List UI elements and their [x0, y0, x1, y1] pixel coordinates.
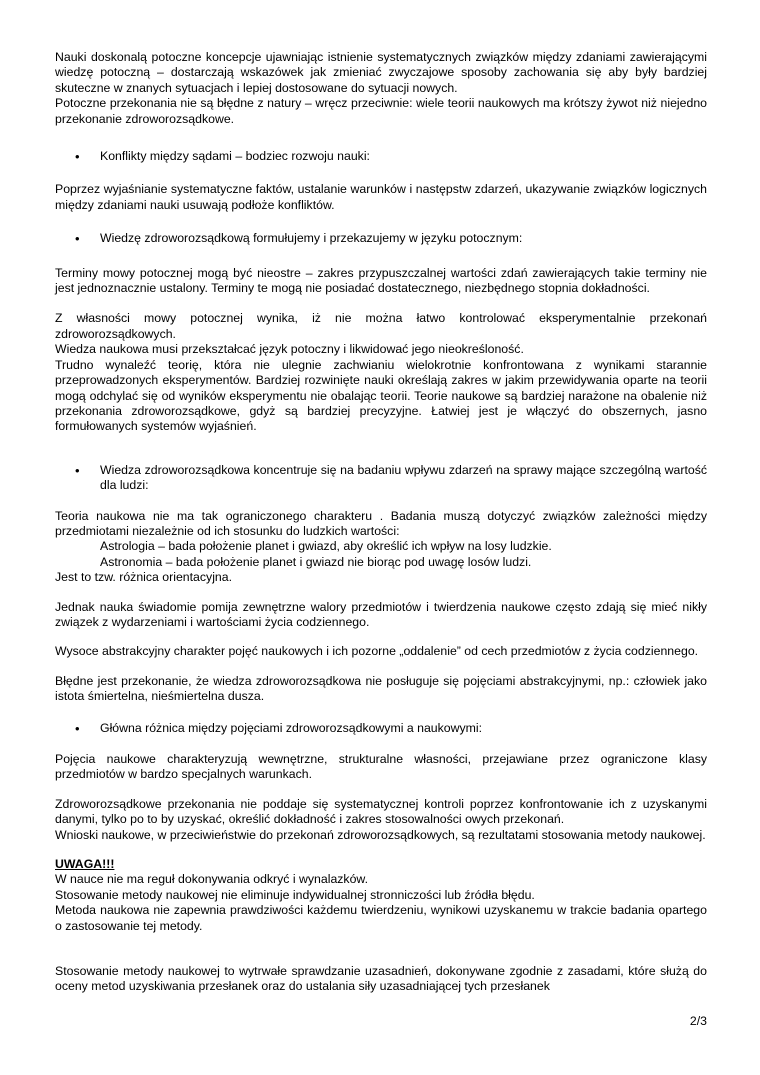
bullet-text: Wiedza zdroworozsądkowa koncentruje się na badaniu wpływu zdarzeń na sprawy mające szczególną wartość dla ludzi:	[100, 462, 707, 493]
bullet-item	[55, 231, 707, 246]
paragraph: W nauce nie ma reguł dokonywania odkryć i wynalazków.	[55, 872, 369, 887]
bullet-icon: •	[75, 462, 80, 478]
bullet-icon: •	[75, 720, 80, 736]
paragraph: Metoda naukowa nie zapewnia prawdziwości każdemu twierdzeniu, wynikowi uzyskanemu w trakcie badania opartego o zastosowanie tej metody.	[55, 903, 707, 933]
indented-line: Astrologia – bada położenie planet i gwiazd, aby określić ich wpływ na losy ludzkie.	[100, 539, 552, 554]
paragraph: Trudno wynaleźć teorię, która nie ulegnie zachwianiu wielokrotnie konfrontowana z wynikami starannie przeprowadzonych eksperymentów. Bardziej rozwinięte nauki określają zakres w jakim przewidywania oparte na teorii mogą odchylać się od wyników eksperymentu nie obalając teorii. Teorie naukowe są bardziej narażone na obalenie niż przekonania zdroworozsądkowe, gdyż są bardziej precyzyjne. Łatwiej jest je włączyć do obszernych, jasno formułowanych systemów wyjaśnień.	[55, 357, 707, 434]
paragraph: Wnioski naukowe, w przeciwieństwie do przekonań zdroworozsądkowych, są rezultatami stosowania metody naukowej.	[55, 827, 706, 842]
paragraph: Jednak nauka świadomie pomija zewnętrzne walory przedmiotów i twierdzenia naukowe często zdają się mieć nikły związek z wydarzeniami i wartościami życia codziennego.	[55, 599, 707, 629]
bullet-item	[55, 721, 707, 736]
paragraph: Jest to tzw. różnica orientacyjna.	[55, 570, 233, 585]
paragraph: Nauki doskonalą potoczne koncepcje ujawniając istnienie systematycznych związków między zdaniami zawierającymi wiedzę potoczną – dostarczają wskazówek jak zmieniać zwyczajowe sposoby zachowania się aby były bardziej skuteczne w znanych sytuacjach i lepiej dostosowane do sytuacji nowych.	[55, 50, 707, 95]
bullet-text: Główna różnica między pojęciami zdroworozsądkowymi a naukowymi:	[100, 720, 483, 735]
warning-heading: UWAGA!!!	[55, 857, 115, 872]
paragraph: Błędne jest przekonanie, że wiedza zdroworozsądkowa nie posługuje się pojęciami abstrakcyjnymi, np.: człowiek jako istota śmiertelna, nieśmiertelna dusza.	[55, 673, 707, 704]
paragraph: Wysoce abstrakcyjny charakter pojęć naukowych i ich pozorne „oddalenie” od cech przedmiotów z życia codziennego.	[55, 644, 699, 659]
paragraph: Potoczne przekonania nie są błędne z natury – wręcz przeciwnie: wiele teorii naukowych ma krótszy żywot niż niejedno przekonanie zdroworozsądkowe.	[55, 96, 707, 126]
paragraph: Stosowanie metody naukowej to wytrwałe sprawdzanie uzasadnień, dokonywane zgodnie z zasadami, które służą do oceny metod uzyskiwania przesłanek oraz do ustalania siły uzasadniającej tych przesłanek	[55, 964, 707, 994]
paragraph: Z własności mowy potocznej wynika, iż nie można łatwo kontrolować eksperymentalnie przekonań zdroworozsądkowych.	[55, 311, 707, 341]
indented-line: Astronomia – bada położenie planet i gwiazd nie biorąc pod uwagę losów ludzi.	[100, 554, 532, 569]
bullet-text: Konflikty między sądami – bodziec rozwoju nauki:	[100, 149, 370, 164]
paragraph: Poprzez wyjaśnianie systematyczne faktów, ustalanie warunków i następstw zdarzeń, ukazywanie związków logicznych między zdaniami nauki usuwają podłoże konfliktów.	[55, 182, 707, 212]
paragraph: Zdroworozsądkowe przekonania nie poddaje się systematycznej kontroli poprzez konfrontowanie ich z uzyskanymi danymi, tylko po to by uzyskać, określić dokładność i zakres stosowalności owych przekonań.	[55, 796, 707, 827]
paragraph: Stosowanie metody naukowej nie eliminuje indywidualnej stronniczości lub źródła błędu.	[55, 887, 535, 902]
bullet-icon: •	[75, 149, 80, 165]
paragraph: Terminy mowy potocznej mogą być nieostre – zakres przypuszczalnej wartości zdań zawierających takie terminy nie jest jednoznacznie ustalony. Terminy te mogą nie posiadać dostatecznego, niezbędnego stopnia dokładności.	[55, 265, 707, 296]
bullet-text: Wiedzę zdroworozsądkową formułujemy i przekazujemy w języku potocznym:	[100, 231, 523, 246]
paragraph: Pojęcia naukowe charakteryzują wewnętrzne, strukturalne własności, przejawiane przez ograniczone klasy przedmiotów w bardzo specjalnych warunkach.	[55, 752, 707, 782]
bullet-item	[55, 463, 707, 494]
paragraph: Wiedza naukowa musi przekształcać język potoczny i likwidować jego nieokreśloność.	[55, 342, 524, 357]
bullet-icon: •	[75, 231, 80, 247]
paragraph: Teoria naukowa nie ma tak ograniczonego charakteru . Badania muszą dotyczyć związków zależności między przedmiotami niezależnie od ich stosunku do ludzkich wartości:	[55, 508, 707, 538]
page-number: 2/3	[689, 1014, 707, 1028]
bullet-item	[55, 149, 707, 164]
document-page	[55, 50, 707, 995]
